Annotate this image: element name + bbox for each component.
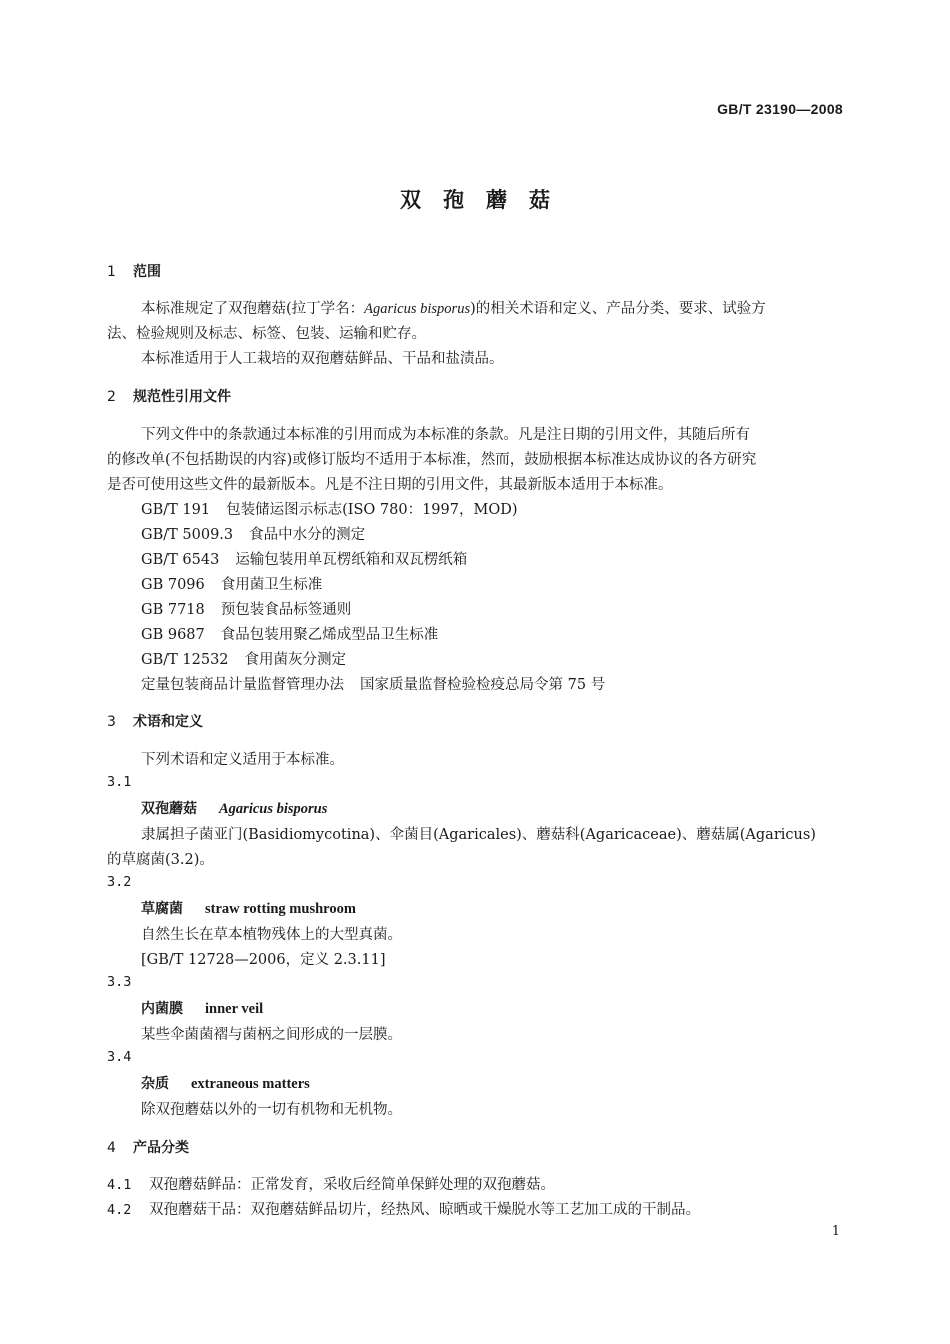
s2-paragraph-line: 是否可使用这些文件的最新版本。凡是不注日期的引用文件，其最新版本适用于本标准。	[107, 477, 673, 493]
section-3-heading	[107, 711, 203, 731]
term-definition: 隶属担子菌亚门(Basidiomycotina)、伞菌目(Agaricales)、蘑菇科(Agaricaceae)、蘑菇属(Agaricus)	[141, 827, 816, 843]
ref-code: GB/T 5009.3	[141, 527, 234, 543]
term-heading	[141, 1073, 310, 1093]
ref-title: 预包装食品标签通则	[220, 602, 352, 618]
s1-paragraph-line	[141, 297, 766, 318]
ref-code: GB/T 191	[141, 502, 211, 518]
item-text: 双孢蘑菇干品：双孢蘑菇鲜品切片，经热风、晾晒或干燥脱水等工艺加工成的干制品。	[149, 1202, 700, 1218]
term-definition: 自然生长在草本植物残体上的大型真菌。	[141, 927, 402, 943]
ref-code: GB 7096	[141, 577, 205, 593]
term-definition: 除双孢蘑菇以外的一切有机物和无机物。	[141, 1102, 402, 1118]
reference-item	[141, 573, 322, 594]
term-heading	[141, 998, 263, 1018]
term-zh: 内菌膜	[141, 1001, 183, 1017]
ref-code: GB/T 12532	[141, 652, 229, 668]
term-zh: 杂质	[141, 1076, 169, 1092]
ref-code: GB 9687	[141, 627, 205, 643]
section-title: 产品分类	[133, 1140, 189, 1156]
page-number: 1	[831, 1224, 840, 1239]
ref-code: 定量包装商品计量监督管理办法	[141, 677, 344, 693]
section-2-heading	[107, 386, 231, 406]
reference-item	[141, 598, 351, 619]
ref-code: GB 7718	[141, 602, 205, 618]
section-4-heading	[107, 1137, 189, 1157]
term-en: Agaricus bisporus	[219, 801, 328, 817]
s3-intro: 下列术语和定义适用于本标准。	[141, 752, 344, 768]
term-zh: 草腐菌	[141, 901, 183, 917]
section-title: 规范性引用文件	[133, 389, 231, 405]
reference-item	[141, 648, 346, 669]
term-number: 3.1	[107, 774, 132, 790]
ref-title: 包装储运图示标志(ISO 780：1997，MOD)	[226, 502, 518, 518]
ref-title: 食品包装用聚乙烯成型品卫生标准	[220, 627, 439, 643]
s2-paragraph-line: 下列文件中的条款通过本标准的引用而成为本标准的条款。凡是注日期的引用文件，其随后所有	[141, 427, 750, 443]
latin-name: Agaricus bisporus	[364, 301, 471, 317]
reference-item	[141, 498, 518, 519]
section-title: 术语和定义	[133, 714, 203, 730]
text: 本标准规定了双孢蘑菇(拉丁学名：	[141, 301, 365, 317]
ref-title: 食品中水分的测定	[249, 527, 366, 543]
ref-title: 食用菌灰分测定	[244, 652, 347, 668]
term-definition: 某些伞菌菌褶与菌柄之间形成的一层膜。	[141, 1027, 402, 1043]
classification-item	[107, 1173, 555, 1194]
s1-paragraph-line: 法、检验规则及标志、标签、包装、运输和贮存。	[107, 326, 426, 342]
term-en: extraneous matters	[191, 1076, 310, 1092]
standard-code: GB/T 23190—2008	[717, 101, 843, 117]
section-1-heading	[107, 261, 161, 281]
s2-paragraph-line: 的修改单(不包括勘误的内容)或修订版均不适用于本标准，然而，鼓励根据本标准达成协议的各方研究	[107, 452, 757, 468]
s1-paragraph-2: 本标准适用于人工栽培的双孢蘑菇鲜品、干品和盐渍品。	[141, 351, 504, 367]
reference-item	[141, 673, 605, 694]
term-number: 3.4	[107, 1049, 132, 1065]
term-heading	[141, 898, 356, 918]
document-title: 双孢蘑菇	[400, 188, 572, 212]
term-number: 3.3	[107, 974, 132, 990]
term-zh: 双孢蘑菇	[141, 801, 197, 817]
reference-item	[141, 548, 467, 569]
term-en: straw rotting mushroom	[205, 901, 356, 917]
ref-title: 运输包装用单瓦楞纸箱和双瓦楞纸箱	[235, 552, 468, 568]
term-heading	[141, 798, 327, 818]
ref-code: GB/T 6543	[141, 552, 220, 568]
term-number: 3.2	[107, 874, 132, 890]
section-number: 1	[107, 264, 116, 280]
section-title: 范围	[133, 264, 161, 280]
ref-title: 食用菌卫生标准	[220, 577, 323, 593]
term-definition: 的草腐菌(3.2)。	[107, 852, 214, 868]
item-number: 4.2	[107, 1202, 132, 1218]
reference-item	[141, 523, 365, 544]
classification-item	[107, 1198, 700, 1219]
ref-title: 国家质量监督检验检疫总局令第 75 号	[360, 677, 606, 693]
section-number: 2	[107, 389, 116, 405]
text: )的相关术语和定义、产品分类、要求、试验方	[470, 301, 766, 317]
section-number: 4	[107, 1140, 116, 1156]
item-text: 双孢蘑菇鲜品：正常发育，采收后经简单保鲜处理的双孢蘑菇。	[149, 1177, 555, 1193]
term-source: [GB/T 12728—2006，定义 2.3.11]	[141, 952, 386, 968]
item-number: 4.1	[107, 1177, 132, 1193]
reference-item	[141, 623, 438, 644]
section-number: 3	[107, 714, 116, 730]
term-en: inner veil	[205, 1001, 264, 1017]
